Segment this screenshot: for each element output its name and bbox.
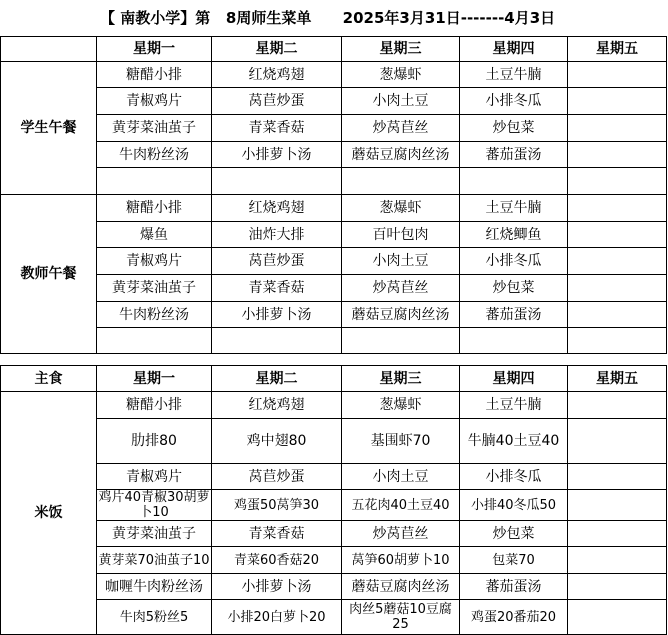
staple-row (1, 574, 667, 600)
dish-cell: 黄芽菜油茧子 (97, 275, 212, 302)
dish-cell (97, 168, 212, 195)
dish-cell (342, 328, 460, 354)
dish-cell: 牛腩40土豆40 (460, 419, 568, 464)
dish-cell: 小排萝卜汤 (212, 142, 342, 168)
day-header: 星期三 (342, 37, 460, 62)
dish-cell: 蘑菇豆腐肉丝汤 (342, 574, 460, 600)
dish-cell: 糖醋小排 (97, 62, 212, 88)
staple-header: 主食 (1, 366, 97, 392)
dish-cell (568, 248, 667, 275)
dish-cell (568, 574, 667, 600)
dish-cell: 小排冬瓜 (460, 88, 568, 115)
dish-cell: 土豆牛腩 (460, 195, 568, 222)
dish-cell: 莴苣炒蛋 (212, 464, 342, 490)
dish-cell: 葱爆虾 (342, 195, 460, 222)
dish-cell: 糖醋小排 (97, 195, 212, 222)
staple-row (1, 521, 667, 547)
dish-cell: 炒包菜 (460, 115, 568, 142)
dish-cell: 基围虾70 (342, 419, 460, 464)
dish-cell (568, 142, 667, 168)
dish-cell: 青椒鸡片 (97, 248, 212, 275)
dish-cell: 小排40冬瓜50 (460, 490, 568, 521)
dish-cell (568, 62, 667, 88)
dish-cell: 小排冬瓜 (460, 464, 568, 490)
dish-cell (568, 302, 667, 328)
student-row (1, 115, 667, 142)
dish-cell: 黄芽菜油茧子 (97, 521, 212, 547)
staple-row (1, 547, 667, 574)
teacher-row (1, 222, 667, 248)
dish-cell (568, 168, 667, 195)
dish-cell (460, 168, 568, 195)
dish-cell: 炒莴苣丝 (342, 115, 460, 142)
staple-row (1, 490, 667, 521)
lunch-menu-table (0, 36, 667, 354)
day-header: 星期四 (460, 366, 568, 392)
dish-cell: 小排冬瓜 (460, 248, 568, 275)
dish-cell: 土豆牛腩 (460, 392, 568, 419)
dish-cell: 油炸大排 (212, 222, 342, 248)
dish-cell: 小排20白萝卜20 (212, 600, 342, 635)
dish-cell: 红烧鸡翅 (212, 195, 342, 222)
dish-cell (212, 328, 342, 354)
dish-cell: 青菜60香菇20 (212, 547, 342, 574)
teacher-row (1, 328, 667, 354)
dish-cell: 红烧鸡翅 (212, 392, 342, 419)
dish-cell: 炒包菜 (460, 275, 568, 302)
dish-cell: 小肉土豆 (342, 248, 460, 275)
dish-cell: 蕃茄蛋汤 (460, 142, 568, 168)
student-lunch-label: 学生午餐 (1, 62, 97, 195)
dish-cell (568, 490, 667, 521)
dish-cell: 鸡中翅80 (212, 419, 342, 464)
dish-cell (97, 328, 212, 354)
dish-cell: 鸡片40青椒30胡萝卜10 (98, 490, 210, 520)
dish-cell: 炒莴苣丝 (342, 521, 460, 547)
day-header: 星期二 (212, 37, 342, 62)
day-header: 星期五 (568, 37, 667, 62)
dish-cell: 牛肉5粉丝5 (97, 600, 212, 635)
dish-cell: 炒莴苣丝 (342, 275, 460, 302)
student-row (1, 142, 667, 168)
dish-cell: 青菜香菇 (212, 275, 342, 302)
dish-cell: 莴笋60胡萝卜10 (342, 547, 460, 574)
dish-cell: 莴苣炒蛋 (212, 88, 342, 115)
teacher-row (1, 302, 667, 328)
staple-header-row (1, 366, 667, 392)
dish-cell: 糖醋小排 (97, 392, 212, 419)
day-header-row (1, 37, 667, 62)
staple-row (1, 600, 667, 635)
dish-cell: 鸡蛋50莴笋30 (212, 490, 342, 521)
dish-cell: 肉丝5蘑菇10豆腐25 (342, 600, 460, 635)
dish-cell: 小排萝卜汤 (212, 574, 342, 600)
day-header: 星期一 (97, 37, 212, 62)
dish-cell: 红烧鸡翅 (212, 62, 342, 88)
day-header: 星期四 (460, 37, 568, 62)
dish-cell (460, 328, 568, 354)
staple-row (1, 392, 667, 419)
student-row (1, 62, 667, 88)
dish-cell: 蕃茄蛋汤 (460, 574, 568, 600)
student-row (1, 168, 667, 195)
dish-cell: 牛肉粉丝汤 (97, 302, 212, 328)
day-header: 星期二 (212, 366, 342, 392)
teacher-row (1, 248, 667, 275)
teacher-row (1, 195, 667, 222)
dish-cell (568, 600, 667, 635)
dish-cell: 炒包菜 (460, 521, 568, 547)
day-header: 星期一 (97, 366, 212, 392)
day-header: 星期五 (568, 366, 667, 392)
dish-cell: 爆鱼 (97, 222, 212, 248)
dish-cell: 莴苣炒蛋 (212, 248, 342, 275)
dish-cell: 葱爆虾 (342, 392, 460, 419)
dish-cell (568, 275, 667, 302)
dish-cell (568, 392, 667, 419)
dish-cell: 百叶包肉 (342, 222, 460, 248)
dish-cell: 黄芽菜70油茧子10 (97, 547, 212, 574)
dish-cell (212, 168, 342, 195)
student-row (1, 88, 667, 115)
dish-cell: 葱爆虾 (342, 62, 460, 88)
dish-cell (568, 521, 667, 547)
staple-row (1, 419, 667, 464)
staple-row (1, 464, 667, 490)
dish-cell (568, 222, 667, 248)
teacher-row (1, 275, 667, 302)
corner-cell (1, 37, 97, 62)
staple-menu-table (0, 365, 667, 635)
teacher-lunch-label: 教师午餐 (1, 195, 97, 354)
dish-cell: 蕃茄蛋汤 (460, 302, 568, 328)
dish-cell (568, 464, 667, 490)
dish-cell: 蘑菇豆腐肉丝汤 (342, 302, 460, 328)
dish-cell: 红烧鲫鱼 (460, 222, 568, 248)
dish-cell: 五花肉40土豆40 (342, 490, 460, 521)
dish-cell: 小肉土豆 (342, 464, 460, 490)
dish-cell: 鸡蛋20番茄20 (460, 600, 568, 635)
dish-cell (568, 547, 667, 574)
dish-cell: 土豆牛腩 (460, 62, 568, 88)
dish-cell: 小肉土豆 (342, 88, 460, 115)
dish-cell: 咖喱牛肉粉丝汤 (97, 574, 212, 600)
dish-cell: 牛肉粉丝汤 (97, 142, 212, 168)
dish-cell: 小排萝卜汤 (212, 302, 342, 328)
dish-cell: 肋排80 (97, 419, 212, 464)
dish-cell (568, 195, 667, 222)
dish-cell: 青菜香菇 (212, 521, 342, 547)
dish-cell: 蘑菇豆腐肉丝汤 (342, 142, 460, 168)
dish-cell: 包菜70 (460, 547, 568, 574)
day-header: 星期三 (342, 366, 460, 392)
rice-label: 米饭 (1, 392, 97, 635)
menu-title: 【 南教小学】第 8周师生菜单 2025年3月31日-------4月3日 (100, 9, 556, 27)
dish-cell: 青菜香菇 (212, 115, 342, 142)
dish-cell (568, 115, 667, 142)
dish-cell (342, 168, 460, 195)
dish-cell: 黄芽菜油茧子 (97, 115, 212, 142)
dish-cell (568, 419, 667, 464)
dish-cell (568, 328, 667, 354)
dish-cell: 青椒鸡片 (97, 464, 212, 490)
dish-cell: 青椒鸡片 (97, 88, 212, 115)
dish-cell (568, 88, 667, 115)
